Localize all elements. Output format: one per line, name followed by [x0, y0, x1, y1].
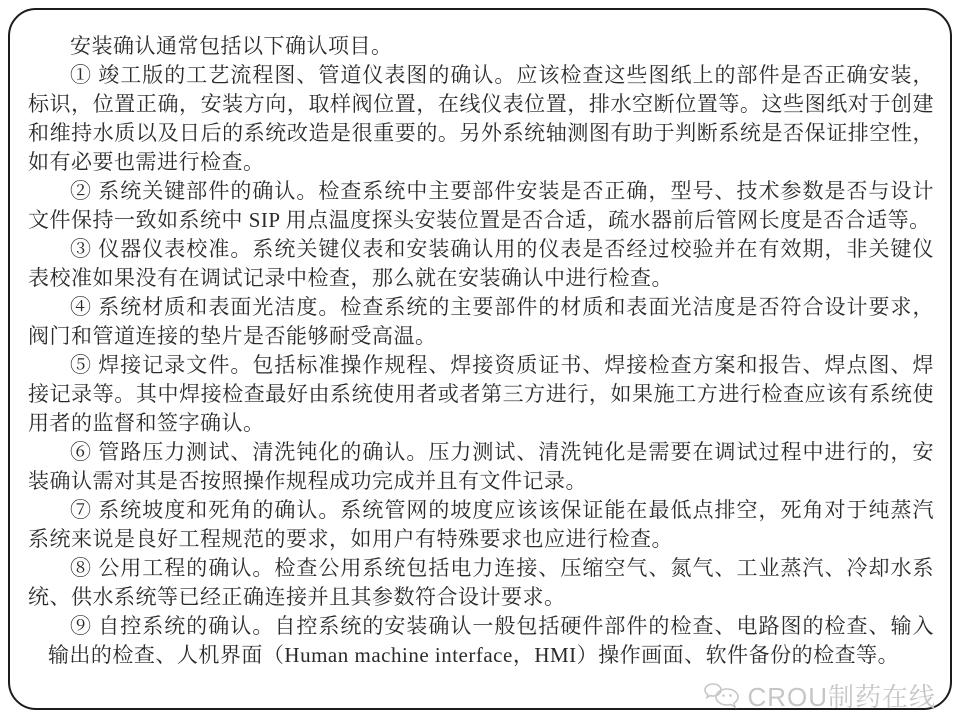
paragraph-item-7	[28, 496, 934, 554]
paragraph-item-9	[28, 612, 934, 670]
paragraph-item-6	[28, 438, 934, 496]
item-marker: ②	[70, 179, 93, 203]
item-text: 系统关键部件的确认。检查系统中主要部件安装是否正确，型号、技术参数是否与设计文件保持一致如系统中 SIP 用点温度探头安装位置是否合适，疏水器前后管网长度是否合适等。	[28, 179, 935, 232]
item-marker: ⑤	[70, 353, 93, 377]
item-text: 仪器仪表校准。系统关键仪表和安装确认用的仪表是否经过校验并在有效期，非关键仪表校准如果没有在调试记录中检查，那么就在安装确认中进行检查。	[28, 237, 935, 290]
intro-text: 安装确认通常包括以下确认项目。	[70, 34, 393, 58]
document-body	[28, 32, 934, 670]
item-text: 自控系统的确认。自控系统的安装确认一般包括硬件部件的检查、电路图的检查、输入输出的检查、人机界面（Human machine interface，HMI）操作画面、软件备份的检查等。	[47, 614, 935, 667]
item-text: 竣工版的工艺流程图、管道仪表图的确认。应该检查这些图纸上的部件是否正确安装，标识，位置正确，安装方向，取样阀位置，在线仪表位置，排水空断位置等。这些图纸对于创建和维持水质以及日后的系统改造是很重要的。另外系统轴测图有助于判断系统是否保证排空性，如有必要也需进行检查。	[28, 63, 935, 174]
item-text: 管路压力测试、清洗钝化的确认。压力测试、清洗钝化是需要在调试过程中进行的，安装确认需对其是否按照操作规程成功完成并且有文件记录。	[28, 440, 935, 493]
watermark	[701, 677, 936, 714]
item-text: 系统坡度和死角的确认。系统管网的坡度应该该保证能在最低点排空，死角对于纯蒸汽系统来说是良好工程规范的要求，如用户有特殊要求也应进行检查。	[28, 498, 935, 551]
watermark-label: CROU制药在线	[747, 682, 936, 712]
intro-paragraph	[28, 32, 934, 61]
paragraph-item-2	[28, 177, 934, 235]
item-marker: ③	[70, 237, 93, 261]
item-text: 公用工程的确认。检查公用系统包括电力连接、压缩空气、氮气、工业蒸汽、冷却水系统、供水系统等已经正确连接并且其参数符合设计要求。	[28, 556, 935, 609]
item-marker: ⑥	[70, 440, 93, 464]
paragraph-item-5	[28, 351, 934, 438]
item-text: 系统材质和表面光洁度。检查系统的主要部件的材质和表面光洁度是否符合设计要求，阀门和管道连接的垫片是否能够耐受高温。	[28, 295, 935, 348]
item-marker: ④	[70, 295, 93, 319]
paragraph-item-3	[28, 235, 934, 293]
item-marker: ⑧	[70, 556, 93, 580]
paragraph-item-4	[28, 293, 934, 351]
item-marker: ①	[70, 63, 93, 87]
paragraph-item-8	[28, 554, 934, 612]
wechat-icon	[701, 680, 741, 712]
item-marker: ⑦	[70, 498, 93, 522]
paragraph-item-1	[28, 61, 934, 177]
item-text: 焊接记录文件。包括标准操作规程、焊接资质证书、焊接检查方案和报告、焊点图、焊接记录等。其中焊接检查最好由系统使用者或者第三方进行，如果施工方进行检查应该有系统使用者的监督和签字确认。	[28, 353, 935, 435]
item-marker: ⑨	[69, 614, 92, 638]
